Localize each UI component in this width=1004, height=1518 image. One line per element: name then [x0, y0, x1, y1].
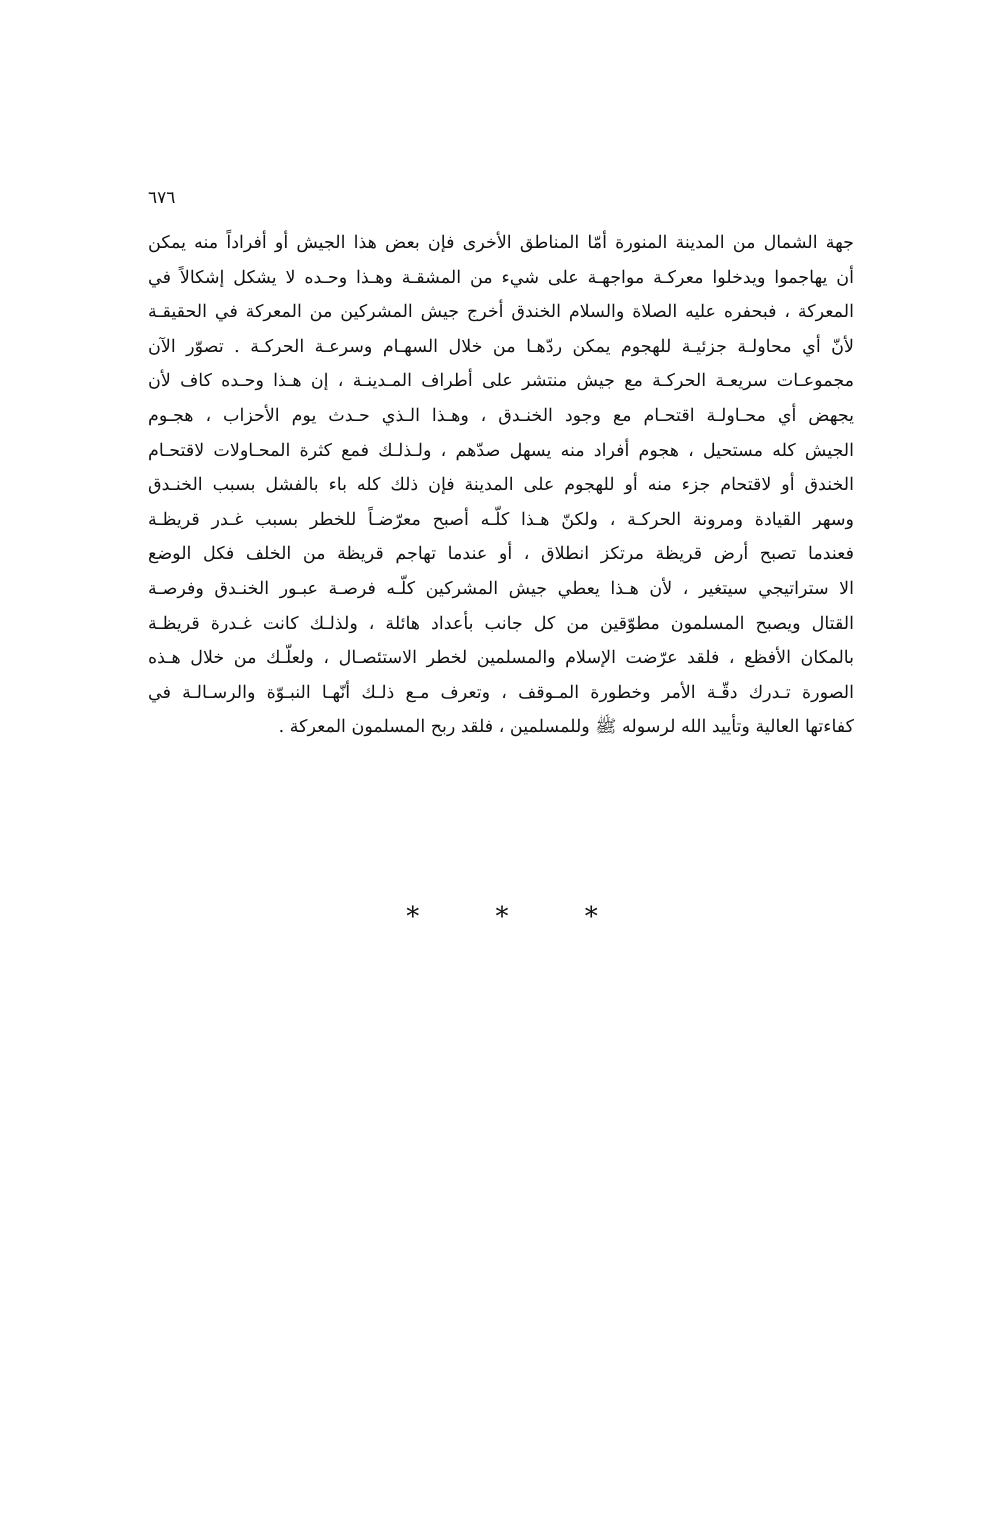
text-line: جهة الشمال من المدينة المنورة أمّا المناطق الأخرى فإن بعض هذا الجيش أو أفراداً منه يمكن	[148, 233, 854, 253]
text-line: القتال ويصبح المسلمون مطوّقين من كل جانب بأعداد هائلة ، ولذلـك كانت غـدرة قريظـة	[148, 613, 854, 634]
text-line: الخندق أو لاقتحام جزء منه أو للهجوم على المدينة فإن ذلك كله باء بالفشل بسبب الخنـدق	[148, 475, 854, 496]
text-line: الصورة تـدرك دقّـة الأمر وخطورة المـوقف ، وتعرف مـع ذلـك أنّهـا النبـوّة والرسـالـة في	[148, 682, 854, 703]
text-line: الا ستراتيجي سيتغير ، لأن هـذا يعطي جيش المشركين كلّـه فرصـة عبـور الخنـدق وفرصـة	[148, 578, 854, 599]
text-line: وسهر القيادة ومرونة الحركـة ، ولكنّ هـذا كلّـه أصبح معرّضـاً للخطر بسبب غـدر قريظـة	[148, 509, 854, 530]
text-line: يجهض أي محـاولـة اقتحـام مع وجود الخنـدق ، وهـذا الـذي حـدث يوم الأحزاب ، هجـوم	[148, 405, 854, 426]
body-text	[148, 226, 854, 745]
page-number: ٦٧٦	[148, 188, 176, 208]
text-line: لأنّ أي محاولـة جزئيـة للهجوم يمكن ردّهـا من خلال السهـام وسرعـة الحركـة . تصوّر الآن	[148, 336, 854, 357]
text-line: مجموعـات سريعـة الحركـة مع جيش منتشر على أطراف المـدينـة ، إن هـذا وحـده كاف لأن	[148, 371, 854, 392]
text-line: فعندما تصبح أرض قريظة مرتكز انطلاق ، أو عندما تهاجم قريظة من الخلف فكل الوضع	[148, 544, 854, 565]
section-separator: * * *	[406, 902, 632, 932]
text-line: أن يهاجموا ويدخلوا معركـة مواجهـة على شيء من المشقـة وهـذا وحـده لا يشكل إشكالاً في	[148, 267, 854, 288]
text-line: بالمكان الأفظع ، فلقد عرّضت الإسلام والمسلمين لخطر الاستئصـال ، ولعلّـك من خلال هـذه	[148, 648, 854, 669]
text-line: المعركة ، فبحفره عليه الصلاة والسلام الخندق أخرج جيش المشركين من المعركة في الحقيقـة	[148, 302, 854, 323]
text-line: كفاءتها العالية وتأييد الله لرسوله ﷺ وللمسلمين ، فلقد ربح المسلمون المعركة .	[278, 717, 854, 738]
text-line: الجيش كله مستحيل ، هجوم أفراد منه يسهل صدّهم ، ولـذلـك فمع كثرة المحـاولات لاقتحـام	[148, 440, 854, 461]
